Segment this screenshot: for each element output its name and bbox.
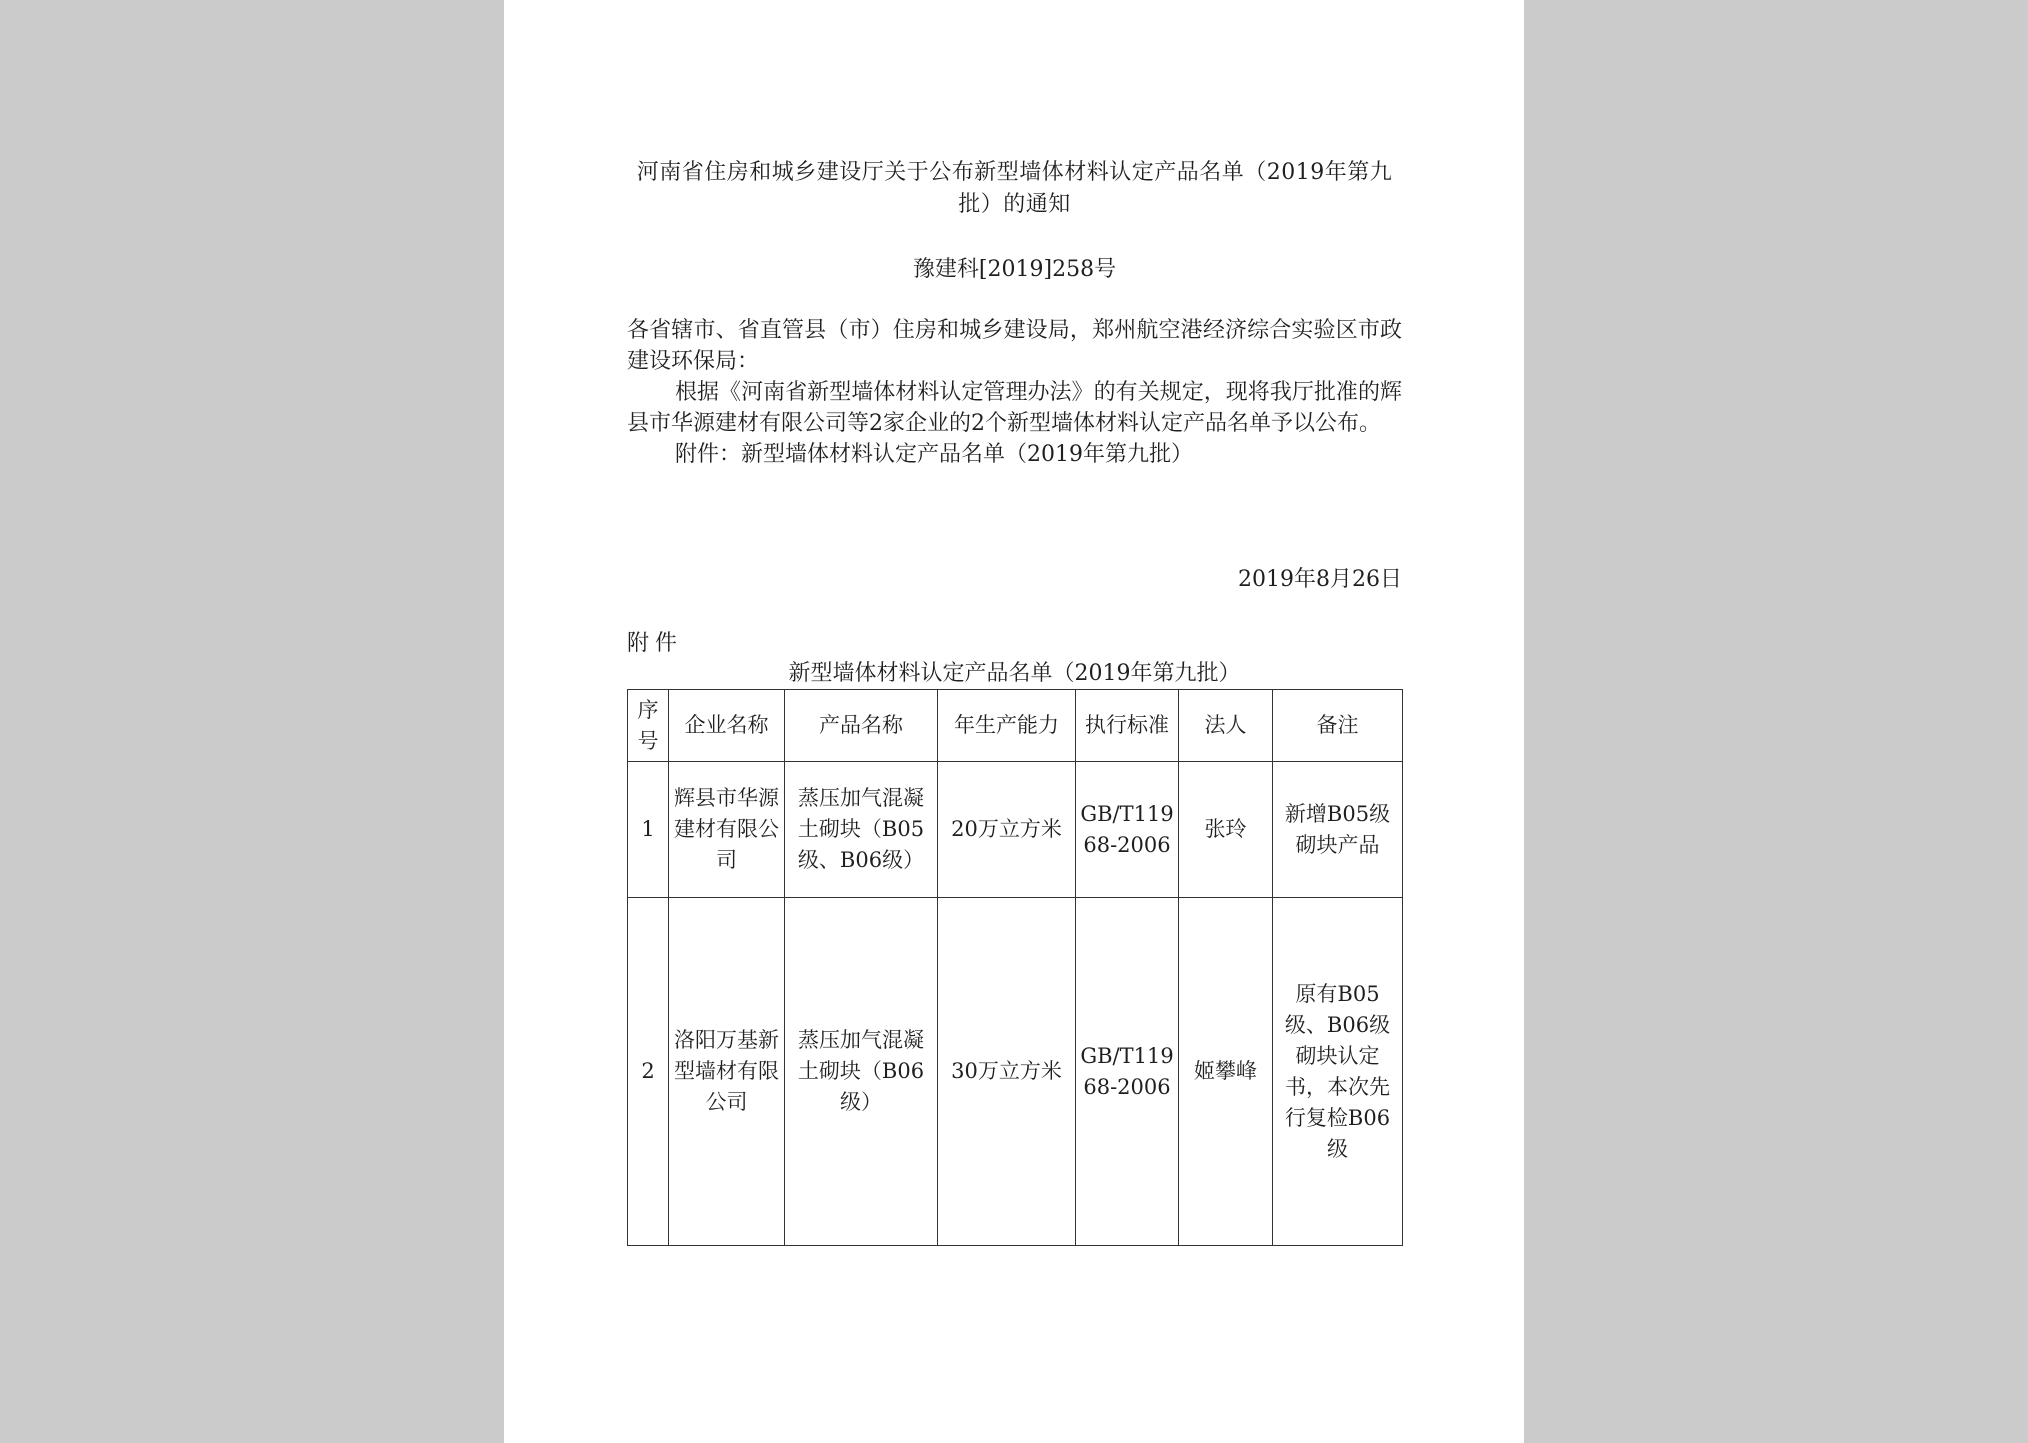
cell-capacity: 20万立方米 bbox=[938, 762, 1076, 898]
cell-standard: GB/T11968-2006 bbox=[1076, 898, 1179, 1246]
header-remarks: 备注 bbox=[1273, 690, 1403, 762]
cell-legal-person: 姬攀峰 bbox=[1179, 898, 1273, 1246]
header-product: 产品名称 bbox=[785, 690, 938, 762]
header-no: 序号 bbox=[628, 690, 669, 762]
addressee: 各省辖市、省直管县（市）住房和城乡建设局，郑州航空港经济综合实验区市政建设环保局： bbox=[627, 318, 1402, 374]
cell-company: 洛阳万基新型墙材有限公司 bbox=[669, 898, 785, 1246]
table-row bbox=[628, 762, 1403, 898]
cell-product: 蒸压加气混凝土砌块（B06级） bbox=[785, 898, 938, 1246]
cell-standard: GB/T11968-2006 bbox=[1076, 762, 1179, 898]
document-title: 河南省住房和城乡建设厅关于公布新型墙体材料认定产品名单（2019年第九批）的通知 bbox=[636, 160, 1393, 217]
document-number: 豫建科[2019]258号 bbox=[912, 257, 1117, 282]
table-title: 新型墙体材料认定产品名单（2019年第九批） bbox=[788, 661, 1241, 686]
cell-remarks: 原有B05级、B06级砌块认定书，本次先行复检B06级 bbox=[1273, 898, 1403, 1246]
header-capacity: 年生产能力 bbox=[938, 690, 1076, 762]
cell-capacity: 30万立方米 bbox=[938, 898, 1076, 1246]
table-row bbox=[628, 898, 1403, 1246]
cell-no: 1 bbox=[628, 762, 669, 898]
cell-remarks: 新增B05级砌块产品 bbox=[1273, 762, 1403, 898]
cell-legal-person: 张玲 bbox=[1179, 762, 1273, 898]
header-standard: 执行标准 bbox=[1076, 690, 1179, 762]
cell-product: 蒸压加气混凝土砌块（B05级、B06级） bbox=[785, 762, 938, 898]
document-body bbox=[627, 315, 1402, 470]
header-legal-person: 法人 bbox=[1179, 690, 1273, 762]
attachment-label: 附件 bbox=[627, 631, 684, 656]
paragraph-main: 根据《河南省新型墙体材料认定管理办法》的有关规定，现将我厅批准的辉县市华源建材有限公司等2家企业的2个新型墙体材料认定产品名单予以公布。 bbox=[627, 380, 1402, 436]
cell-company: 辉县市华源建材有限公司 bbox=[669, 762, 785, 898]
table-header-row bbox=[628, 690, 1403, 762]
header-company: 企业名称 bbox=[669, 690, 785, 762]
cell-no: 2 bbox=[628, 898, 669, 1246]
issue-date: 2019年8月26日 bbox=[1238, 567, 1402, 592]
attachment-line: 附件：新型墙体材料认定产品名单（2019年第九批） bbox=[675, 442, 1193, 467]
product-list-table bbox=[627, 689, 1403, 1246]
